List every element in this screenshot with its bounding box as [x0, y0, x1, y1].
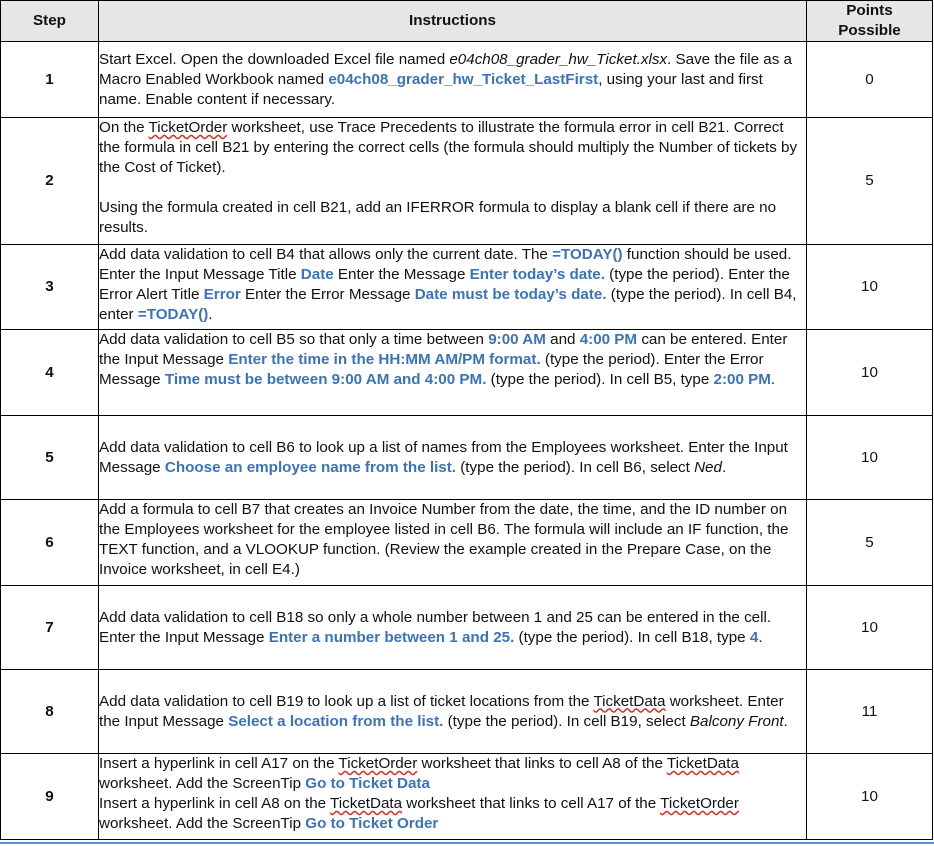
step-column-header: Step: [1, 1, 99, 42]
points-value: 11: [807, 670, 933, 754]
step-number: 5: [1, 416, 99, 500]
table-row: [1, 245, 933, 330]
step-instructions: Add a formula to cell B7 that creates an Invoice Number from the date, the time, and the ID number on the Employees worksheet for the employee listed in cell B6. The formula will include an IF function, the TEXT function, and a VLOOKUP function. (Review the example created in the Prepare Case, on the Invoice worksheet, in cell E4.): [99, 500, 807, 586]
table-row: [1, 330, 933, 416]
points-header-line1: Points: [846, 2, 893, 19]
table-row: [1, 42, 933, 118]
table-row: [1, 670, 933, 754]
table-row: [1, 118, 933, 245]
step-number: 4: [1, 330, 99, 416]
step-number: 7: [1, 586, 99, 670]
points-value: 10: [807, 245, 933, 330]
table-row: [1, 586, 933, 670]
step-instructions: Insert a hyperlink in cell A17 on the TicketOrder worksheet that links to cell A8 of the TicketData worksheet. Add the ScreenTip Go to Ticket Data Insert a hyperlink in cell A8 on the TicketData worksheet that links to cell A17 of the TicketOrder worksheet. Add the ScreenTip Go to Ticket Order: [99, 754, 807, 840]
step-number: 8: [1, 670, 99, 754]
step-number: 9: [1, 754, 99, 840]
points-column-header: [807, 1, 933, 42]
step-instructions: On the TicketOrder worksheet, use Trace Precedents to illustrate the formula error in cell B21. Correct the formula in cell B21 by entering the correct cells (the formula should multiply the Number of tickets by the Cost of Ticket). Using the formula created in cell B21, add an IFERROR formula to display a blank cell if there are no results.: [99, 118, 807, 245]
points-value: 5: [807, 500, 933, 586]
step-number: 6: [1, 500, 99, 586]
step-instructions: Add data validation to cell B19 to look up a list of ticket locations from the TicketData worksheet. Enter the Input Message Select a location from the list. (type the period). In cell B19, select Balcony Front.: [99, 670, 807, 754]
step-instructions: Add data validation to cell B6 to look up a list of names from the Employees worksheet. Enter the Input Message Choose an employee name from the list. (type the period). In cell B6, select Ned.: [99, 416, 807, 500]
step-number: 3: [1, 245, 99, 330]
step-instructions: Add data validation to cell B18 so only a whole number between 1 and 25 can be entered in the cell. Enter the Input Message Enter a number between 1 and 25. (type the period). In cell B18, type 4.: [99, 586, 807, 670]
table-row: [1, 754, 933, 840]
points-header-line2: Possible: [838, 22, 901, 39]
points-value: 5: [807, 118, 933, 245]
points-value: 10: [807, 330, 933, 416]
table-row: [1, 416, 933, 500]
points-value: 10: [807, 586, 933, 670]
step-instructions: Start Excel. Open the downloaded Excel file named e04ch08_grader_hw_Ticket.xlsx. Save the file as a Macro Enabled Workbook named e04ch08_grader_hw_Ticket_LastFirst, using your last and first name. Enable content if necessary.: [99, 42, 807, 118]
bottom-divider: [0, 842, 934, 844]
table-header-row: [1, 1, 933, 42]
points-value: 0: [807, 42, 933, 118]
step-number: 1: [1, 42, 99, 118]
instructions-column-header: Instructions: [99, 1, 807, 42]
step-instructions: Add data validation to cell B5 so that only a time between 9:00 AM and 4:00 PM can be entered. Enter the Input Message Enter the time in the HH:MM AM/PM format. (type the period). Enter the Error Message Time must be between 9:00 AM and 4:00 PM. (type the period). In cell B5, type 2:00 PM.: [99, 330, 807, 416]
step-instructions: Add data validation to cell B4 that allows only the current date. The =TODAY() function should be used. Enter the Input Message Title Date Enter the Message Enter today’s date. (type the period). Enter the Error Alert Title Error Enter the Error Message Date must be today’s date. (type the period). In cell B4, enter =TODAY().: [99, 245, 807, 330]
points-value: 10: [807, 754, 933, 840]
table-row: [1, 500, 933, 586]
step-number: 2: [1, 118, 99, 245]
points-value: 10: [807, 416, 933, 500]
